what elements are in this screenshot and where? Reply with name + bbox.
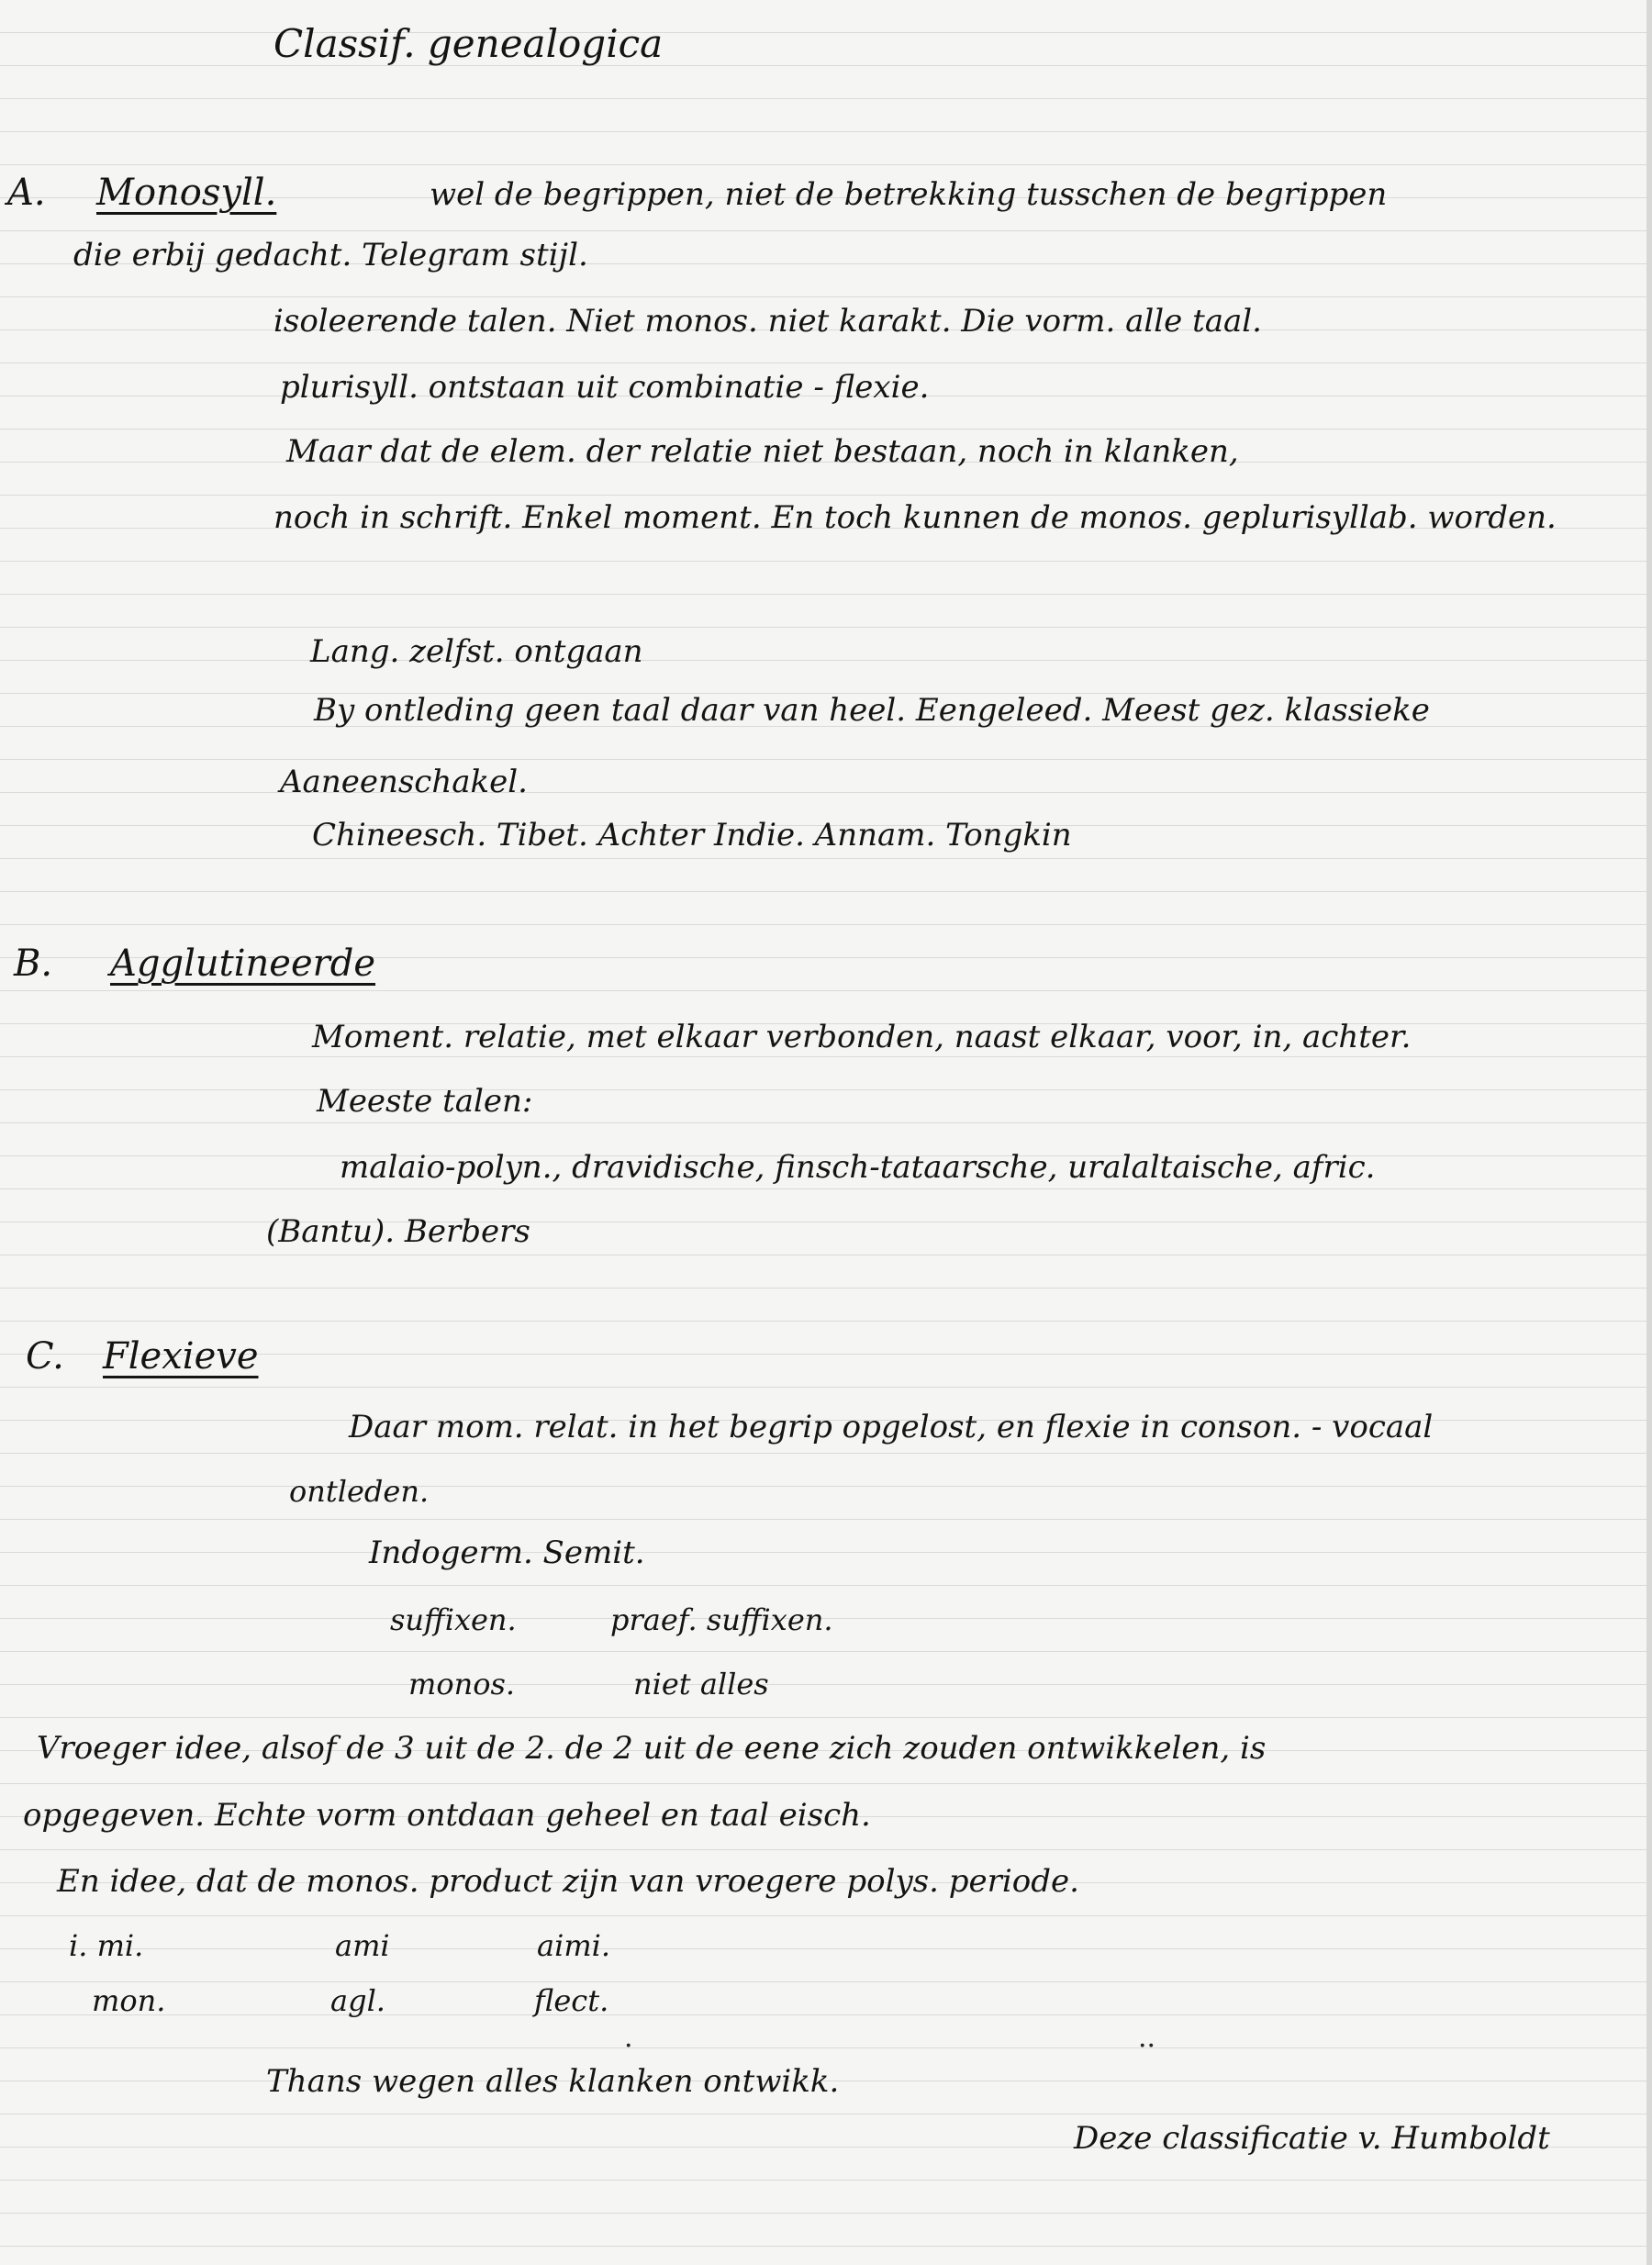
section-a-line: plurisyll. ontstaan uit combinatie - flexie. xyxy=(280,369,930,406)
closing-line: opgegeven. Echte vorm ontdaan geheel en taal eisch. xyxy=(23,1797,871,1834)
stages-cell: ami xyxy=(335,1928,390,1963)
section-b-line: (Bantu). Berbers xyxy=(266,1213,530,1250)
section-a-label: A. xyxy=(7,172,46,214)
section-a-line: By ontleding geen taal daar van heel. Eengeleed. Meest gez. klassieke xyxy=(314,692,1430,729)
section-c-heading: Flexieve xyxy=(103,1335,259,1378)
section-c-table-cell: suffixen. xyxy=(390,1602,517,1637)
stages-cell: flect. xyxy=(534,1983,609,2018)
section-a-line: Maar dat de elem. der relatie niet bestaan, noch in klanken, xyxy=(286,433,1239,470)
section-c-table-cell: Indogerm. Semit. xyxy=(369,1534,645,1571)
section-a-line: Lang. zelfst. ontgaan xyxy=(310,633,643,670)
stages-cell: agl. xyxy=(330,1983,385,2018)
closing-line: En idee, dat de monos. product zijn van vroegere polys. periode. xyxy=(57,1863,1079,1900)
section-a-line: Aaneenschakel. xyxy=(280,764,528,800)
section-c-table-cell: niet alles xyxy=(633,1667,769,1702)
section-c-line: ontleden. xyxy=(289,1474,430,1509)
section-a-line: isoleerende talen. Niet monos. niet karakt. Die vorm. alle taal. xyxy=(273,303,1262,340)
closing-line: Vroeger idee, alsof de 3 uit de 2. de 2 uit de eene zich zouden ontwikkelen, is xyxy=(37,1730,1267,1767)
section-c-table-cell: monos. xyxy=(408,1667,516,1702)
ditto-mark: · xyxy=(624,2030,633,2062)
page-title: Classif. genealogica xyxy=(273,21,664,66)
stages-cell: mon. xyxy=(92,1983,166,2018)
stages-cell: aimi. xyxy=(537,1928,611,1963)
section-a-line: noch in schrift. Enkel moment. En toch kunnen de monos. geplurisyllab. worden. xyxy=(273,499,1557,536)
stages-cell: i. mi. xyxy=(69,1928,144,1963)
section-a-line: wel de begrippen, niet de betrekking tusschen de begrippen xyxy=(430,176,1388,213)
section-c-line: Daar mom. relat. in het begrip opgelost, en flexie in conson. - vocaal xyxy=(349,1409,1434,1445)
section-a-line: Chineesch. Tibet. Achter Indie. Annam. Tongkin xyxy=(312,817,1072,854)
section-a-line: die erbij gedacht. Telegram stijl. xyxy=(73,237,588,273)
section-c-label: C. xyxy=(26,1335,64,1378)
section-c-table-cell: praef. suffixen. xyxy=(610,1602,833,1637)
section-a-heading: Monosyll. xyxy=(96,172,277,214)
ditto-mark: ·· xyxy=(1138,2030,1156,2062)
final-line: Thans wegen alles klanken ontwikk. xyxy=(266,2063,840,2100)
section-b-heading: Agglutineerde xyxy=(110,943,376,985)
section-b-line: malaio-polyn., dravidische, finsch-tataarsche, uralaltaische, afric. xyxy=(340,1149,1376,1186)
signature-line: Deze classificatie v. Humboldt xyxy=(1074,2120,1550,2157)
section-b-line: Moment. relatie, met elkaar verbonden, naast elkaar, voor, in, achter. xyxy=(312,1019,1412,1055)
page-edge xyxy=(1646,0,1652,2265)
section-b-label: B. xyxy=(14,943,53,985)
section-b-line: Meeste talen: xyxy=(317,1083,533,1120)
